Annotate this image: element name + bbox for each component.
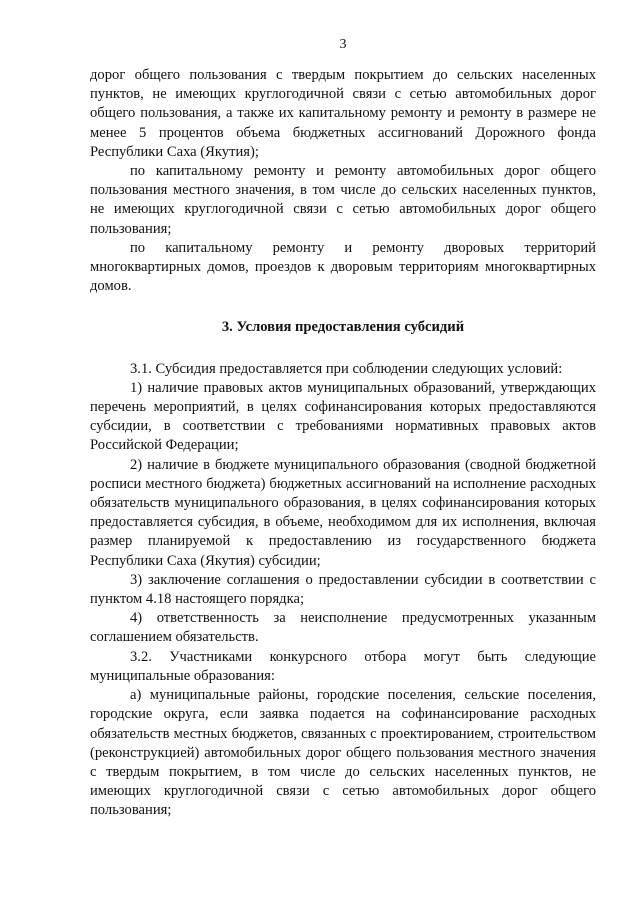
paragraph-continuation: дорог общего пользования с твердым покрытием до сельских населенных пунктов, не имеющих круглогодичной связи с сетью автомобильных дорог общего пользования, а также их капитальному ремонту и ремонту в размере не менее 5 процентов объема бюджетных ассигнований Дорожного фонда Республики Саха (Якутия); <box>90 67 596 160</box>
paragraph-courtyard-repair: по капитальному ремонту и ремонту дворовых территорий многоквартирных домов, проездов к дворовым территориям многоквартирных домов. <box>90 239 596 295</box>
section-heading: 3. Условия предоставления субсидий <box>221 319 465 336</box>
condition-item-3: 3) заключение соглашения о предоставлении субсидии в соответствии с пунктом 4.18 настоящего порядка; <box>90 571 596 608</box>
participant-item-a: а) муниципальные районы, городские поселения, сельские поселения, городские округа, если заявка подается на софинансирование расходных обязательств местных бюджетов, связанных с проектированием, строительством (реконструкцией) автомобильных дорог общего пользования местного значения с твердым покрытием, в том числе до сельских населенных пунктов, не имеющих круглогодичной связи с сетью автомобильных дорог общего пользования; <box>90 687 596 819</box>
paragraph-3-2: 3.2. Участниками конкурсного отбора могут быть следующие муниципальные образования: <box>90 648 596 684</box>
paragraph-3-1: 3.1. Субсидия предоставляется при соблюдении следующих условий: <box>130 360 563 377</box>
document-body <box>90 66 596 821</box>
paragraph-capital-repair-roads: по капитальному ремонту и ремонту автомобильных дорог общего пользования местного значения, в том числе до сельских населенных пунктов, не имеющих круглогодичной связи с сетью автомобильных дорог общего пользования; <box>90 163 596 237</box>
condition-item-1: 1) наличие правовых актов муниципальных образований, утверждающих перечень мероприятий, в целях софинансирования которых предоставляются субсидии, в соответствии с требованиями нормативных правовых актов Российской Федерации; <box>90 379 596 454</box>
page-number: 3 <box>339 37 347 52</box>
condition-item-2: 2) наличие в бюджете муниципального образования (сводной бюджетной росписи местного бюджета) бюджетных ассигнований на исполнение расходных обязательств муниципального образования, в целях софинансирования которых предоставляется субсидия, в объеме, необходимом для их исполнения, включая размер планируемой к предоставлению из государственного бюджета Республики Саха (Якутия) субсидии; <box>90 456 596 569</box>
condition-item-4: 4) ответственность за неисполнение предусмотренных указанным соглашением обязательств. <box>90 610 596 646</box>
